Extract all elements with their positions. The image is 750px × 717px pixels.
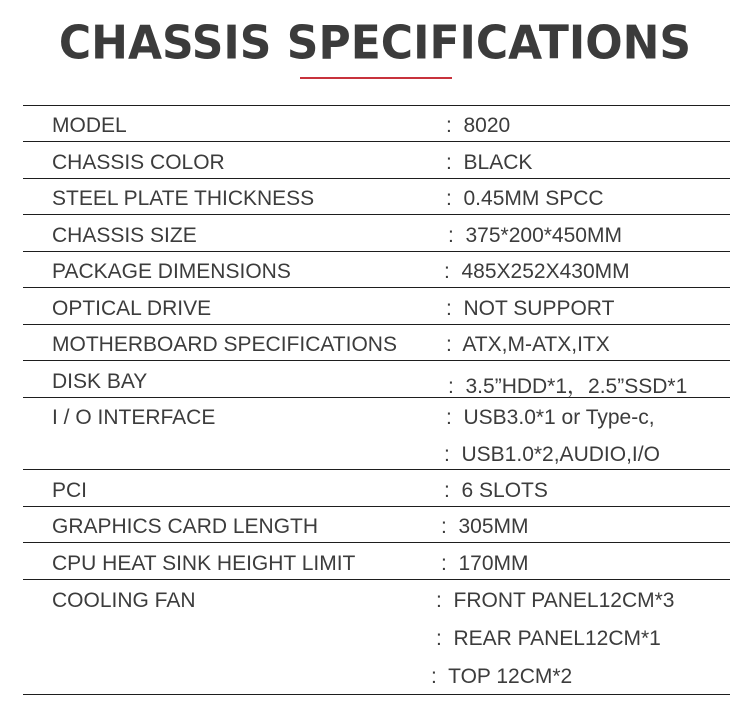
table-divider: [23, 214, 730, 215]
spec-label-cpu-heat-sink-height-limit: CPU HEAT SINK HEIGHT LIMIT: [52, 552, 356, 575]
spec-value-io-interface-line2: : USB1.0*2,AUDIO,I/O: [444, 443, 660, 466]
spec-label-steel-plate-thickness: STEEL PLATE THICKNESS: [52, 187, 315, 210]
spec-value-disk-bay: : 3.5”HDD*1，2.5”SSD*1: [448, 375, 688, 398]
page-title: CHASSIS SPECIFICATIONS: [58, 16, 692, 71]
table-divider: [23, 469, 730, 470]
table-divider: [23, 542, 730, 543]
spec-label-cooling-fan: COOLING FAN: [52, 589, 196, 612]
spec-label-io-interface: I / O INTERFACE: [52, 406, 216, 429]
spec-label-motherboard-specifications: MOTHERBOARD SPECIFICATIONS: [52, 333, 397, 356]
spec-label-chassis-color: CHASSIS COLOR: [52, 151, 225, 174]
spec-value-model: : 8020: [446, 114, 511, 137]
table-divider: [23, 324, 730, 325]
table-divider: [23, 360, 730, 361]
table-divider: [23, 141, 730, 142]
spec-label-disk-bay: DISK BAY: [52, 370, 148, 393]
spec-value-cooling-fan-front: : FRONT PANEL12CM*3: [436, 589, 675, 612]
spec-label-graphics-card-length: GRAPHICS CARD LENGTH: [52, 515, 319, 538]
table-divider: [23, 287, 730, 288]
spec-value-cooling-fan-top: : TOP 12CM*2: [431, 665, 573, 688]
spec-label-optical-drive: OPTICAL DRIVE: [52, 297, 212, 320]
spec-value-cooling-fan-rear: : REAR PANEL12CM*1: [436, 627, 661, 650]
spec-value-optical-drive: : NOT SUPPORT: [446, 297, 615, 320]
spec-label-chassis-size: CHASSIS SIZE: [52, 224, 197, 247]
table-divider: [23, 105, 730, 106]
spec-value-motherboard-specifications: : ATX,M-ATX,ITX: [446, 333, 610, 356]
table-divider: [23, 694, 730, 695]
spec-value-pci: : 6 SLOTS: [444, 479, 548, 502]
title-underline: [300, 77, 452, 79]
spec-value-cpu-heat-sink-height-limit: : 170MM: [441, 552, 529, 575]
table-divider: [23, 579, 730, 580]
spec-label-model: MODEL: [52, 114, 127, 137]
table-divider: [23, 506, 730, 507]
spec-value-steel-plate-thickness: : 0.45MM SPCC: [446, 187, 604, 210]
spec-value-graphics-card-length: : 305MM: [441, 515, 529, 538]
table-divider: [23, 251, 730, 252]
spec-value-chassis-size: : 375*200*450MM: [448, 224, 622, 247]
spec-value-package-dimensions: : 485X252X430MM: [444, 260, 630, 283]
spec-label-package-dimensions: PACKAGE DIMENSIONS: [52, 260, 291, 283]
spec-value-io-interface-line1: : USB3.0*1 or Type-c,: [446, 406, 655, 429]
table-divider: [23, 178, 730, 179]
spec-label-pci: PCI: [52, 479, 88, 502]
spec-value-chassis-color: : BLACK: [446, 151, 533, 174]
